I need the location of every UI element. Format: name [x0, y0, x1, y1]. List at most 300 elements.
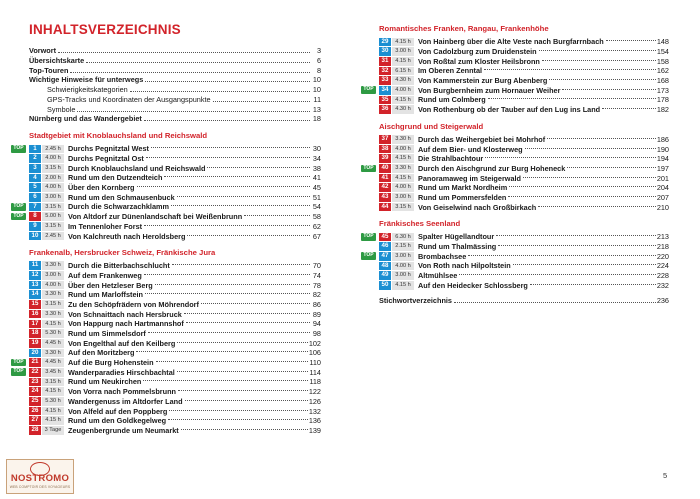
tour-number: 16: [29, 310, 41, 319]
index-entry-label: Stichwortverzeichnis: [379, 296, 452, 306]
tour-duration: 2.15 h: [392, 242, 414, 251]
tour-duration: 3.30 h: [392, 135, 414, 144]
tour-entry[interactable]: [29, 280, 321, 290]
tour-list: [363, 232, 669, 290]
dot-leader: [484, 69, 656, 70]
dot-leader: [143, 380, 308, 381]
dot-leader: [530, 284, 656, 285]
tour-duration: 2.45 h: [42, 145, 64, 154]
dot-leader: [454, 302, 656, 303]
index-entry[interactable]: [379, 296, 669, 306]
tour-number: 17: [29, 320, 41, 329]
tour-list: [13, 261, 321, 435]
tour-name: Auf dem Bier- und Klosterweg: [418, 144, 523, 154]
top-tour-badge: TOP: [11, 368, 26, 376]
tour-entry[interactable]: [379, 242, 669, 252]
tour-entry[interactable]: [363, 251, 669, 261]
tour-page: 78: [312, 280, 321, 290]
tour-page: 232: [656, 280, 669, 290]
tour-number: 25: [29, 397, 41, 406]
dot-leader: [144, 225, 310, 226]
tour-name: Die Strahlbachtour: [418, 154, 484, 164]
dot-leader: [201, 303, 310, 304]
tour-number: 21: [29, 358, 41, 367]
tour-page: 89: [312, 309, 321, 319]
tour-duration: 6.30 h: [392, 233, 414, 242]
tour-name: Von Kalchreuth nach Heroldsberg: [68, 231, 186, 241]
dot-leader: [185, 400, 308, 401]
dot-leader: [459, 274, 655, 275]
tour-duration: 4.15 h: [42, 407, 64, 416]
tour-number: 26: [29, 407, 41, 416]
tour-entry[interactable]: [379, 66, 669, 76]
tour-number: 41: [379, 174, 391, 183]
tour-page: 148: [656, 37, 669, 47]
tour-entry[interactable]: [363, 85, 669, 95]
tour-name: Von Schnaittach nach Hersbruck: [68, 309, 182, 319]
tour-page: 70: [312, 261, 321, 271]
toc-entry[interactable]: [29, 75, 321, 85]
dot-leader: [177, 342, 308, 343]
tour-entry[interactable]: [379, 173, 669, 183]
tour-name: Wanderparadies Hirschbachtal: [68, 367, 175, 377]
toc-entry-page: 3: [316, 46, 321, 55]
tour-entry[interactable]: [29, 261, 321, 271]
page-title: INHALTSVERZEICHNIS: [29, 22, 181, 37]
toc-entry-label: Vorwort: [29, 46, 57, 55]
tour-entry[interactable]: [379, 144, 669, 154]
tour-entry[interactable]: [379, 154, 669, 164]
tour-duration: 4.00 h: [392, 183, 414, 192]
toc-entry[interactable]: [29, 95, 321, 105]
tour-list: [363, 134, 669, 213]
tour-duration: 3.15 h: [42, 203, 64, 212]
tour-name: Rund um Simmelsdorf: [68, 329, 146, 339]
dot-leader: [156, 361, 309, 362]
tour-name: Brombachsee: [418, 251, 467, 261]
tour-entry[interactable]: [29, 387, 321, 397]
tour-entry[interactable]: [379, 193, 669, 203]
tour-name: Durch das Weihergebiet bei Mohrhof: [418, 134, 546, 144]
tour-entry[interactable]: [363, 163, 669, 174]
tour-number: 27: [29, 416, 41, 425]
tour-name: Von Roth nach Hilpoltstein: [418, 261, 511, 271]
dot-leader: [145, 81, 310, 82]
toc-entry[interactable]: [29, 114, 321, 124]
toc-entry-label: Top-Touren: [29, 65, 69, 75]
tour-duration: 2.00 h: [42, 174, 64, 183]
dot-leader: [606, 40, 656, 41]
tour-duration: 3.15 h: [392, 203, 414, 212]
tour-page: 207: [656, 192, 669, 202]
tour-number: 22: [29, 368, 41, 377]
tour-name: Rund um Colmberg: [418, 95, 486, 105]
tour-duration: 3 Tage: [42, 426, 64, 435]
tour-entry[interactable]: [29, 271, 321, 281]
tour-duration: 5.30 h: [42, 397, 64, 406]
tour-number: 4: [29, 174, 41, 183]
tour-entry[interactable]: [29, 163, 321, 173]
dot-leader: [496, 235, 656, 236]
tour-entry[interactable]: [29, 397, 321, 407]
tour-number: 32: [379, 67, 391, 76]
toc-entry[interactable]: [29, 105, 321, 115]
dot-leader: [538, 206, 656, 207]
toc-entry-label: GPS-Tracks und Koordinaten der Ausgangspunkte: [47, 94, 211, 104]
toc-entry-label: Schwierigkeitskategorien: [47, 85, 128, 94]
section-title: Stadtgebiet mit Knoblauchsland und Reichswald: [29, 131, 208, 140]
tour-page: 45: [312, 183, 321, 193]
tour-name: Rund um den Schmausenbuck: [68, 192, 175, 202]
tour-page: 158: [656, 56, 669, 66]
dot-leader: [178, 390, 308, 391]
tour-page: 58: [312, 212, 321, 222]
tour-entry[interactable]: [379, 105, 669, 115]
tour-entry[interactable]: [379, 135, 669, 145]
dot-leader: [488, 98, 656, 99]
tour-number: 34: [379, 86, 391, 95]
tour-entry[interactable]: [29, 416, 321, 426]
tour-number: 39: [379, 154, 391, 163]
tour-entry[interactable]: [29, 329, 321, 339]
tour-number: 12: [29, 271, 41, 280]
tour-entry[interactable]: [29, 290, 321, 300]
top-tour-badge: TOP: [11, 145, 26, 153]
tour-page: 154: [656, 47, 669, 57]
top-tour-badge: TOP: [361, 86, 376, 94]
tour-duration: 3.15 h: [42, 378, 64, 387]
toc-entry-page: 18: [312, 114, 321, 124]
tour-number: 48: [379, 262, 391, 271]
tour-name: Durch Knoblauchsland und Reichswald: [68, 163, 206, 173]
top-tour-badge: TOP: [361, 233, 376, 241]
section-title: Romantisches Franken, Rangau, Frankenhöhe: [379, 24, 549, 33]
tour-duration: 3.00 h: [392, 252, 414, 261]
dot-leader: [184, 313, 310, 314]
dot-leader: [146, 157, 310, 158]
dot-leader: [151, 147, 310, 148]
tour-duration: 3.30 h: [42, 310, 64, 319]
tour-list: [13, 144, 321, 241]
tour-entry[interactable]: [29, 183, 321, 193]
tour-entry[interactable]: [29, 377, 321, 387]
tour-name: Von Happurg nach Hartmannshof: [68, 319, 184, 329]
tour-number: 15: [29, 300, 41, 309]
tour-number: 14: [29, 290, 41, 299]
dot-leader: [498, 245, 656, 246]
tour-entry[interactable]: [379, 271, 669, 281]
tour-name: Wandergenuss im Altdorfer Land: [68, 396, 183, 406]
tour-number: 45: [379, 233, 391, 242]
tour-page: 204: [656, 183, 669, 193]
tour-page: 213: [656, 232, 669, 242]
tour-name: Rund um Neukirchen: [68, 377, 142, 387]
tour-number: 29: [379, 38, 391, 47]
tour-name: Durch den Aischgrund zur Burg Hoheneck: [418, 163, 566, 173]
dot-leader: [181, 429, 308, 430]
section-title: Frankenalb, Hersbrucker Schweiz, Fränkische Jura: [29, 247, 216, 257]
tour-duration: 3.30 h: [42, 349, 64, 358]
tour-page: 102: [308, 338, 321, 348]
tour-name: Auf die Burg Hohenstein: [68, 358, 154, 368]
tour-number: 30: [379, 47, 391, 56]
tour-name: Von Rothenburg ob der Tauber auf den Lug ins Land: [418, 105, 601, 115]
dot-leader: [177, 371, 309, 372]
dot-leader: [508, 196, 655, 197]
tour-page: 126: [308, 396, 321, 406]
tour-page: 178: [656, 95, 669, 105]
tour-number: 13: [29, 281, 41, 290]
tour-number: 33: [379, 76, 391, 85]
tour-name: Auf den Heidecker Schlossberg: [418, 280, 528, 290]
tour-number: 44: [379, 203, 391, 212]
tour-page: 162: [656, 66, 669, 76]
tour-duration: 3.00 h: [392, 47, 414, 56]
section-seenland: [363, 219, 669, 290]
tour-entry[interactable]: [379, 183, 669, 193]
tour-number: 24: [29, 387, 41, 396]
tour-entry[interactable]: [379, 202, 669, 212]
top-tour-badge: TOP: [361, 165, 376, 173]
tour-duration: 3.30 h: [42, 261, 64, 270]
tour-number: 28: [29, 426, 41, 435]
dot-leader: [130, 91, 310, 92]
tour-entry[interactable]: [29, 406, 321, 416]
dot-leader: [58, 52, 310, 53]
tour-entry[interactable]: [379, 37, 669, 47]
tour-name: Von Kammerstein zur Burg Abenberg: [418, 76, 548, 86]
tour-duration: 4.15 h: [42, 320, 64, 329]
dot-leader: [186, 322, 310, 323]
tour-name: Über den Kornberg: [68, 183, 135, 193]
tour-page: 74: [312, 270, 321, 280]
tour-number: 35: [379, 96, 391, 105]
dot-leader: [244, 215, 310, 216]
tour-duration: 4.00 h: [392, 145, 414, 154]
tour-page: 110: [309, 358, 321, 368]
toc-entry[interactable]: [29, 46, 321, 56]
tour-entry[interactable]: [29, 426, 321, 436]
top-tour-badge: TOP: [11, 213, 26, 221]
toc-entry[interactable]: [29, 85, 321, 95]
tour-entry[interactable]: [13, 212, 321, 222]
tour-page: 220: [656, 251, 669, 261]
tour-name: Durch die Bitterbachschlucht: [68, 261, 170, 271]
dot-leader: [155, 284, 310, 285]
tour-entry[interactable]: [29, 231, 321, 241]
toc-entry-page: 13: [312, 104, 321, 114]
section-romantisches-franken: [363, 24, 669, 115]
dot-leader: [145, 293, 310, 294]
tour-page: 197: [656, 163, 669, 173]
tour-page: 114: [309, 367, 321, 377]
tour-name: Rund um Pommersfelden: [418, 192, 507, 202]
tour-name: Rund um den Goldkegelweg: [68, 416, 167, 426]
tour-page: 67: [312, 231, 321, 241]
tour-page: 201: [656, 173, 669, 183]
tour-number: 2: [29, 154, 41, 163]
dot-leader: [509, 186, 656, 187]
tour-number: 8: [29, 212, 41, 221]
tour-name: Rund um Marloffstein: [68, 290, 143, 300]
tour-entry[interactable]: [363, 232, 669, 242]
tour-duration: 3.15 h: [42, 300, 64, 309]
tour-number: 3: [29, 164, 41, 173]
tour-entry[interactable]: [13, 144, 321, 154]
tour-entry[interactable]: [29, 222, 321, 232]
tour-number: 9: [29, 222, 41, 231]
tour-entry[interactable]: [29, 300, 321, 310]
dot-leader: [485, 157, 656, 158]
dot-leader: [136, 351, 307, 352]
dot-leader: [547, 138, 656, 139]
tour-number: 23: [29, 378, 41, 387]
tour-entry[interactable]: [379, 261, 669, 271]
tour-number: 40: [379, 164, 391, 173]
tour-number: 36: [379, 105, 391, 114]
section-aischgrund: [363, 121, 669, 213]
dot-leader: [148, 332, 310, 333]
tour-duration: 4.30 h: [392, 76, 414, 85]
tour-page: 62: [312, 221, 321, 231]
tour-duration: 5.30 h: [42, 329, 64, 338]
tour-page: 132: [308, 406, 321, 416]
tour-page: 82: [312, 290, 321, 300]
toc-entry-label: Wichtige Hinweise für unterwegs: [29, 75, 144, 85]
tour-name: Rund um Thalmässing: [418, 242, 497, 252]
tour-name: Zu den Schöpfrädern von Möhrendorf: [68, 299, 199, 309]
toc-entry-page: 10: [312, 85, 321, 94]
tour-duration: 3.15 h: [42, 222, 64, 231]
tour-page: 30: [312, 144, 321, 154]
tour-duration: 4.00 h: [42, 154, 64, 163]
tour-page: 98: [312, 329, 321, 339]
toc-entry-page: 6: [316, 55, 321, 65]
tour-number: 47: [379, 252, 391, 261]
tour-page: 218: [656, 242, 669, 252]
tour-page: 139: [308, 425, 321, 435]
dot-leader: [77, 111, 310, 112]
tour-entry[interactable]: [379, 95, 669, 105]
tour-page: 54: [312, 202, 321, 212]
top-tour-badge: TOP: [361, 252, 376, 260]
tour-number: 18: [29, 329, 41, 338]
tour-entry[interactable]: [13, 367, 321, 377]
dot-leader: [144, 120, 310, 121]
tour-name: Im Tennenloher Forst: [68, 221, 143, 231]
index-entry-row[interactable]: [379, 296, 669, 306]
tour-entry[interactable]: [13, 202, 321, 212]
tour-entry[interactable]: [29, 154, 321, 164]
tour-entry[interactable]: [29, 173, 321, 183]
tour-duration: 3.30 h: [42, 290, 64, 299]
tour-duration: 4.15 h: [42, 387, 64, 396]
section-stadtgebiet: [13, 131, 321, 241]
dot-leader: [602, 108, 656, 109]
section-title: Fränkisches Seenland: [379, 219, 461, 228]
tour-number: 37: [379, 135, 391, 144]
tour-number: 7: [29, 203, 41, 212]
tour-page: 190: [656, 144, 669, 154]
toc-entry-label: Nürnberg und das Wandergebiet: [29, 114, 142, 124]
tour-entry[interactable]: [379, 47, 669, 57]
tour-page: 51: [312, 192, 321, 202]
tour-entry[interactable]: [379, 56, 669, 66]
tour-number: 10: [29, 232, 41, 241]
tour-name: Im Oberen Zenntal: [418, 66, 483, 76]
tour-duration: 4.15 h: [42, 416, 64, 425]
dot-leader: [542, 60, 656, 61]
tour-duration: 3.15 h: [42, 164, 64, 173]
tour-name: Von Vorra nach Pommelsbrunn: [68, 387, 176, 397]
tour-duration: 4.00 h: [42, 183, 64, 192]
tour-number: 19: [29, 339, 41, 348]
tour-page: 118: [309, 377, 321, 387]
dot-leader: [213, 101, 310, 102]
tour-page: 86: [312, 299, 321, 309]
tour-entry[interactable]: [29, 348, 321, 358]
tour-entry[interactable]: [29, 309, 321, 319]
tour-number: 6: [29, 193, 41, 202]
dot-leader: [169, 410, 307, 411]
tour-list: [363, 37, 669, 115]
tour-number: 11: [29, 261, 41, 270]
tour-entry[interactable]: [29, 192, 321, 202]
tour-entry[interactable]: [379, 76, 669, 86]
dot-leader: [207, 167, 310, 168]
tour-name: Von Burgbernheim zum Hornauer Weiher: [418, 85, 561, 95]
tour-name: Spalter Hügellandtour: [418, 232, 495, 242]
tour-duration: 3.00 h: [42, 193, 64, 202]
tour-page: 38: [312, 163, 321, 173]
tour-entry[interactable]: [13, 358, 321, 368]
tour-page: 34: [312, 154, 321, 164]
tour-duration: 4.45 h: [42, 358, 64, 367]
front-matter-list: [29, 46, 321, 124]
tour-page: 182: [656, 105, 669, 115]
toc-entry[interactable]: [29, 56, 321, 66]
dot-leader: [562, 89, 655, 90]
tour-entry[interactable]: [379, 280, 669, 290]
tour-duration: 3.45 h: [42, 368, 64, 377]
logo-tagline: WEB COMPTOIR DES VOYAGEURS: [9, 485, 71, 489]
tour-name: Panoramaweg im Steigerwald: [418, 173, 522, 183]
tour-number: 49: [379, 271, 391, 280]
dot-leader: [468, 255, 656, 256]
tour-name: Rund um den Dutzendteich: [68, 173, 163, 183]
tour-entry[interactable]: [29, 319, 321, 329]
tour-entry[interactable]: [29, 338, 321, 348]
tour-duration: 4.15 h: [392, 174, 414, 183]
tour-duration: 6.15 h: [392, 67, 414, 76]
tour-page: 106: [308, 348, 321, 358]
tour-duration: 4.15 h: [392, 154, 414, 163]
tour-number: 31: [379, 57, 391, 66]
top-tour-badge: TOP: [11, 359, 26, 367]
tour-page: 210: [656, 202, 669, 212]
dot-leader: [171, 205, 310, 206]
toc-right-column: [363, 24, 669, 306]
tour-page: 41: [312, 173, 321, 183]
tour-page: 94: [312, 319, 321, 329]
tour-name: Altmühlsee: [418, 271, 458, 281]
tour-name: Durchs Pegnitztal Ost: [68, 154, 144, 164]
section-title: Aischgrund und Steigerwald: [379, 121, 484, 131]
tour-page: 168: [656, 76, 669, 86]
dot-leader: [144, 274, 310, 275]
tour-name: Rund um Markt Nordheim: [418, 183, 508, 193]
toc-entry[interactable]: [29, 66, 321, 76]
